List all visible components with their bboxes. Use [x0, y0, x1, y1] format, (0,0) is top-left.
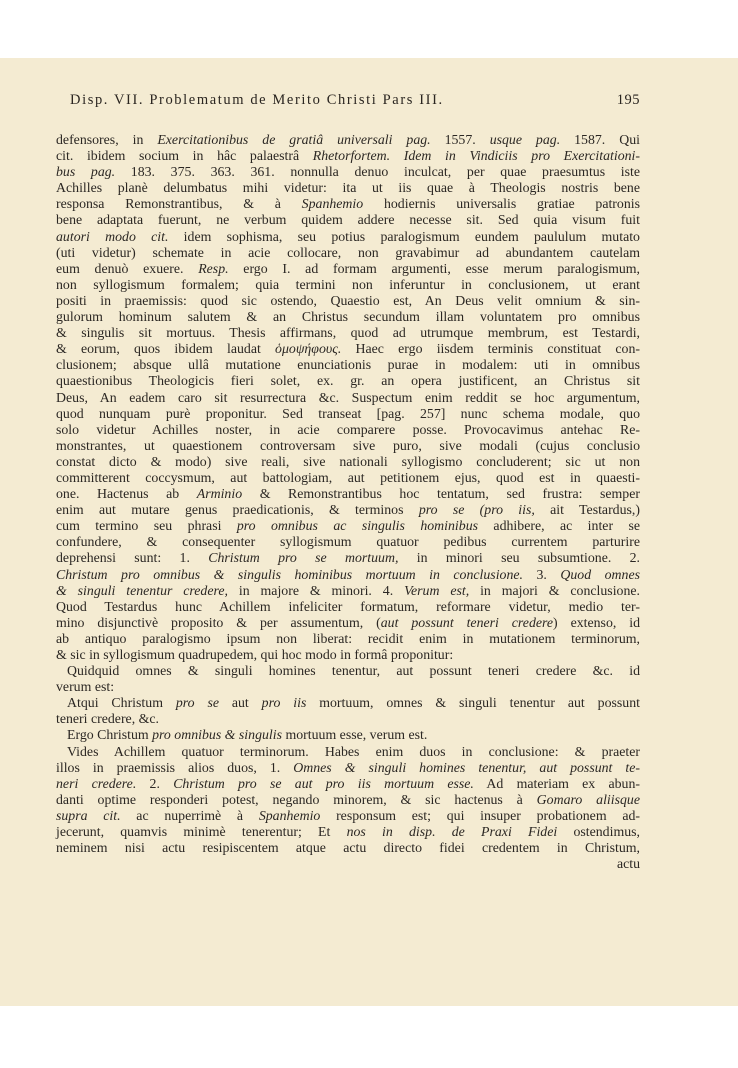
text-run: constat dicto & modo) sive reali, sive nationali syllogismo concluderent; sic ut non [56, 453, 640, 469]
text-line [56, 567, 640, 583]
italic-run: nos in disp. de Praxi Fidei [346, 824, 558, 840]
text-run: danti optime responderi potest, negando minorem, & sic hactenus à [56, 791, 537, 807]
text-line [56, 647, 640, 663]
text-run: 3. [523, 566, 561, 582]
text-run: non syllogismum formalem; quia termini non inferuntur in conclusionem, ut erant [56, 276, 640, 292]
text-run: defensores, in [56, 132, 158, 147]
text-line [56, 760, 640, 776]
italic-run: supra cit. [56, 807, 121, 823]
text-run: Ad materiam ex abun- [473, 775, 640, 791]
text-run: verum est: [56, 679, 115, 695]
text-line [56, 390, 640, 406]
text-line [56, 550, 640, 566]
text-run: mortuum, omnes & singuli tenentur aut possunt [306, 695, 640, 711]
page-number: 195 [616, 92, 640, 108]
text-run: Vides Achillem quatuor terminorum. Habes enim duos in conclusione: & praeter [67, 743, 640, 759]
text-run: Quod Testardus hunc Achillem infeliciter formatum, reformare videtur, medio ter- [56, 598, 640, 614]
text-run: actu [616, 856, 640, 872]
italic-run: Christum pro omnibus & singulis hominibus mortuum in conclusione. [56, 566, 523, 582]
text-line [56, 132, 640, 148]
text-run: confundere, & consequenter syllogismum quatuor pedibus currentem parturire [56, 534, 640, 550]
text-line [56, 840, 640, 856]
text-run: & Remonstrantibus hoc tentatum, sed frustra: semper [242, 486, 640, 502]
running-header [70, 92, 640, 109]
italic-run: Omnes & singuli homines tenentur, aut possunt te- [293, 759, 641, 775]
text-run: in majori & conclusione. [469, 582, 640, 598]
text-line [56, 470, 640, 486]
text-line [56, 615, 640, 631]
text-line [56, 422, 640, 438]
text-run: solo videtur Achilles noster, in acie comparere posse. Provocavimus antehac Re- [56, 421, 640, 437]
text-line [56, 486, 640, 502]
italic-run: neri credere. [56, 775, 137, 791]
text-run: Deus, An eadem caro sit resurrectura &c. Suspectum enim reddit se hoc argumentum, [56, 389, 640, 405]
text-run: Haec ergo iisdem terminis constituat con- [341, 341, 640, 357]
italic-run: usque pag. [489, 132, 561, 147]
text-run: 2. [136, 775, 174, 791]
text-run: hodiernis universalis gratiae patronis [363, 196, 640, 212]
text-run: clusionem; absque ullâ mutatione enunciationis purae in modalem: uti in omnibus [56, 357, 640, 373]
text-line [56, 148, 640, 164]
italic-run: pro omnibus & singulis [152, 727, 282, 743]
italic-run: Resp. [198, 260, 229, 276]
text-line [56, 245, 640, 261]
text-line [56, 180, 640, 196]
italic-run: ὁμοψήφους. [275, 341, 342, 357]
text-run: teneri credere, &c. [56, 711, 159, 727]
text-line [56, 727, 640, 743]
body-text [56, 132, 640, 872]
text-line [56, 454, 640, 470]
running-head-title: Disp. VII. Problematum de Merito Christi Pars III. [70, 92, 444, 108]
text-run: adhibere, ac inter se [478, 518, 640, 534]
text-run: ostendimus, [557, 824, 640, 840]
italic-run: Arminio [196, 486, 243, 502]
text-run: cum termino seu phrasi [56, 518, 237, 534]
italic-run: Exercitationibus de gratiâ universali pag. [157, 132, 431, 147]
text-run: Achilles planè delumbatus mihi videtur: ita ut iis quae à Theologis nostris bene [56, 180, 640, 196]
text-line [56, 776, 640, 792]
italic-run: Christum pro se aut pro iis mortuum esse. [173, 775, 474, 791]
text-line [56, 373, 640, 389]
text-line [56, 711, 640, 727]
text-run: 183. 375. 363. 361. nonnulla denuo inculcat, per quae praesumtus iste [115, 164, 640, 180]
text-line [56, 534, 640, 550]
text-run: responsum est; qui insuper probationem ad- [320, 807, 640, 823]
italic-run: Gomaro aliisque [536, 791, 640, 807]
italic-run: & singuli tenentur credere, [56, 582, 228, 598]
text-line [56, 502, 640, 518]
text-line [56, 357, 640, 373]
book-page [0, 58, 738, 1006]
text-run: aut [218, 695, 262, 711]
text-run: quaestionibus Theologicis fieri solet, ex. gr. an opera justificent, an Christus sit [56, 373, 640, 389]
text-run: ) extenso, id [553, 614, 641, 630]
text-run: responsa Remonstrantibus, & à [56, 196, 302, 212]
text-line [56, 325, 640, 341]
text-line [56, 341, 640, 357]
italic-run: Verum est, [404, 582, 470, 598]
italic-run: autori modo cit. [56, 228, 169, 244]
text-line [56, 196, 640, 212]
text-line [56, 212, 640, 228]
text-line [56, 695, 640, 711]
text-run: illos in praemissis alios duos, 1. [56, 759, 294, 775]
italic-run: aut possunt teneri credere [380, 614, 554, 630]
text-line [56, 663, 640, 679]
text-line [56, 309, 640, 325]
text-line [56, 518, 640, 534]
text-run: in majore & minori. 4. [227, 582, 405, 598]
text-run: mino disjunctivè proposito & per assumentum, ( [56, 614, 381, 630]
text-run: ait Testardus,) [534, 502, 640, 518]
text-run: & sic in syllogismum quadrupedem, qui hoc modo in formâ proponitur: [56, 647, 454, 662]
text-run: gulorum hominum salutem & an Christus secundum illam voluntatem pro omnibus [56, 309, 640, 325]
text-run: committerent coccysmum, aut battologiam, aut petitionem ejus, quod est in quaesti- [56, 469, 640, 485]
text-line [56, 229, 640, 245]
text-run: & eorum, quos ibidem laudat [56, 341, 276, 357]
text-run: neminem nisi actu resipiscentem atque actu directo fidei credentem in Christum, [56, 840, 640, 856]
text-line [56, 164, 640, 180]
text-run: mortuum esse, verum est. [282, 727, 428, 743]
text-run: ergo I. ad formam argumenti, esse merum paralogismum, [228, 260, 640, 276]
text-run: deprehensi sunt: 1. [56, 550, 209, 566]
italic-run: pro se (pro iis, [418, 502, 535, 518]
text-run: Ergo Christum [67, 727, 153, 743]
text-run: idem sophisma, seu potius paralogismum eundem paululum mutato [168, 228, 640, 244]
text-run: enim aut mutare genus praedicationis, & terminos [56, 502, 419, 518]
text-run: ac nuperrimè à [120, 807, 259, 823]
italic-run: pro se [175, 695, 219, 711]
text-run: Quidquid omnes & singuli homines tenentur, aut possunt teneri credere &c. id [67, 663, 640, 679]
text-run: jecerunt, quamvis minimè tenerentur; Et [56, 824, 347, 840]
text-line [56, 583, 640, 599]
text-line [56, 293, 640, 309]
text-run: eum denuò exuere. [56, 260, 199, 276]
italic-run: pro omnibus ac singulis hominibus [236, 518, 479, 534]
text-line [56, 808, 640, 824]
text-run: positi in praemissis: quod sic ostendo, Quaestio est, An Deus velit omnium & sin- [56, 292, 640, 308]
text-run: bene adaptata fuerunt, ne verbum quidem addere necesse sit. Sed quia visum fuit [56, 212, 640, 228]
text-run: one. Hactenus ab [56, 486, 197, 502]
text-run: 1557. [430, 132, 490, 147]
text-line [56, 744, 640, 760]
italic-run: Spanhemio [301, 196, 364, 212]
text-run: monstrantes, ut quaestionem controversam sive puro, sive modali (cujus conclusio [56, 437, 640, 453]
italic-run: bus pag. [56, 164, 116, 180]
text-run: & singulis sit mortuus. Thesis affirmans, quod ad utrumque membrum, est Testardi, [56, 325, 640, 341]
catchword [56, 856, 640, 872]
text-line [56, 438, 640, 454]
text-line [56, 599, 640, 615]
text-run: cit. ibidem socium in hâc palaestrâ [56, 148, 313, 164]
text-line [56, 824, 640, 840]
text-line [56, 406, 640, 422]
text-line [56, 277, 640, 293]
text-run: (uti videtur) schemate in acie collocare, non gravabimur ad abundantem cautelam [56, 244, 640, 260]
text-run: 1587. Qui [560, 132, 640, 147]
text-line [56, 679, 640, 695]
text-run: quod nunquam purè proponitur. Sed transeat [pag. 257] nunc schema modale, quo [56, 405, 640, 421]
italic-run: Spanhemio [258, 807, 321, 823]
text-line [56, 792, 640, 808]
text-line [56, 261, 640, 277]
italic-run: Quod omnes [560, 566, 641, 582]
text-run: ab antiquo paralogismo ipsum non liberat: recidit enim in mutationem terminorum, [56, 630, 640, 646]
italic-run: Christum pro se mortuum, [208, 550, 399, 566]
text-line [56, 631, 640, 647]
italic-run: Rhetorfortem. Idem in Vindiciis pro Exercitationi- [312, 148, 641, 164]
text-run: in minori seu subsumtione. 2. [398, 550, 640, 566]
text-run: Atqui Christum [67, 695, 176, 711]
italic-run: pro iis [261, 695, 307, 711]
